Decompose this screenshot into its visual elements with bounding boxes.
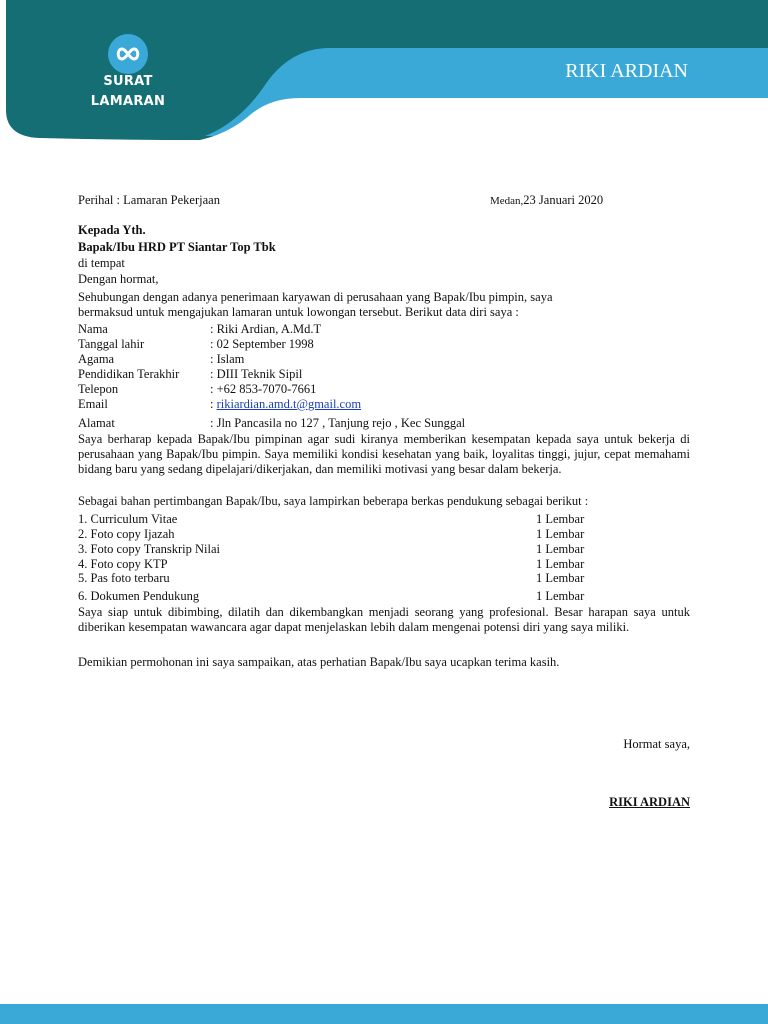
- field-value-nama: : Riki Ardian, A.Md.T: [210, 322, 322, 336]
- paragraph-ready: Saya siap untuk dibimbing, dilatih dan dikembangkan menjadi seorang yang profesional. Besar harapan saya untuk diberikan kesempatan wawancara agar dapat menjelaskan lebih dalam mengenai potensi diri yang saya miliki.: [78, 605, 690, 634]
- attachment-qty: 1 Lembar: [536, 589, 585, 603]
- attachment-qty: 1 Lembar: [536, 542, 585, 556]
- attachment-item: 3. Foto copy Transkrip Nilai: [78, 542, 221, 556]
- regards: Hormat saya,: [623, 737, 690, 751]
- field-label-email: Email: [78, 397, 108, 411]
- logo-text-line1: SURAT: [103, 74, 153, 89]
- field-label-tanggal-lahir: Tanggal lahir: [78, 337, 145, 351]
- field-value-telepon: : +62 853-7070-7661: [210, 382, 317, 396]
- letter-date: [490, 193, 603, 209]
- intro-line2: bermaksud untuk mengajukan lamaran untuk lowongan tersebut. Berikut data diri saya :: [78, 305, 519, 319]
- footer-bar: [0, 1004, 768, 1024]
- perihal-line: Perihal : Lamaran Pekerjaan: [78, 193, 220, 207]
- closing-line: Demikian permohonan ini saya sampaikan, atas perhatian Bapak/Ibu saya ucapkan terima kasih.: [78, 655, 560, 669]
- field-value-agama: : Islam: [210, 352, 245, 366]
- attachment-qty: 1 Lembar: [536, 527, 585, 541]
- header-name: RIKI ARDIAN: [565, 60, 688, 82]
- attachment-item: 6. Dokumen Pendukung: [78, 589, 200, 603]
- logo-badge: [108, 34, 148, 74]
- signature-name: RIKI ARDIAN: [609, 795, 690, 809]
- field-value-email: [210, 397, 361, 412]
- field-value-pendidikan: : DIII Teknik Sipil: [210, 367, 303, 381]
- date-value: 23 Januari 2020: [523, 193, 604, 207]
- field-label-telepon: Telepon: [78, 382, 119, 396]
- greeting: Dengan hormat,: [78, 272, 159, 286]
- email-prefix: :: [210, 397, 217, 411]
- intro-line1: Sehubungan dengan adanya penerimaan karyawan di perusahaan yang Bapak/Ibu pimpin, saya: [78, 290, 553, 304]
- recipient-line2: Bapak/Ibu HRD PT Siantar Top Tbk: [78, 240, 276, 254]
- attachment-item: 5. Pas foto terbaru: [78, 571, 170, 585]
- field-value-tanggal-lahir: : 02 September 1998: [210, 337, 314, 351]
- field-label-alamat: Alamat: [78, 416, 115, 430]
- email-link[interactable]: rikiardian.amd.t@gmail.com: [216, 397, 362, 411]
- attachment-qty: 1 Lembar: [536, 571, 585, 585]
- attachment-qty: 1 Lembar: [536, 557, 585, 571]
- date-city: Medan,: [490, 195, 524, 207]
- paragraph-hope: Saya berharap kepada Bapak/Ibu pimpinan agar sudi kiranya memberikan kesempatan kepada saya untuk bekerja di perusahaan yang Bapak/Ibu pimpin. Saya memiliki kondisi kesehatan yang baik, loyalitas tinggi, jujur, cepat memahami bidang baru yang sedang dipelajari/dikerjakan, dan memiliki motivasi yang besar dalam bekerja.: [78, 432, 690, 476]
- attachments-intro: Sebagai bahan pertimbangan Bapak/Ibu, saya lampirkan beberapa berkas pendukung sebagai berikut :: [78, 494, 589, 508]
- field-label-pendidikan: Pendidikan Terakhir: [78, 367, 180, 381]
- infinity-icon: [114, 46, 142, 62]
- field-value-alamat: : Jln Pancasila no 127 , Tanjung rejo , Kec Sunggal: [210, 416, 466, 430]
- attachment-item: 2. Foto copy Ijazah: [78, 527, 175, 541]
- header-white-cut: [200, 98, 768, 140]
- attachment-item: 4. Foto copy KTP: [78, 557, 168, 571]
- attachment-qty: 1 Lembar: [536, 512, 585, 526]
- recipient-line1: Kepada Yth.: [78, 223, 146, 237]
- field-label-nama: Nama: [78, 322, 108, 336]
- field-label-agama: Agama: [78, 352, 115, 366]
- attachment-item: 1. Curriculum Vitae: [78, 512, 178, 526]
- logo-text-line2: LAMARAN: [90, 94, 166, 109]
- recipient-line3: di tempat: [78, 256, 125, 270]
